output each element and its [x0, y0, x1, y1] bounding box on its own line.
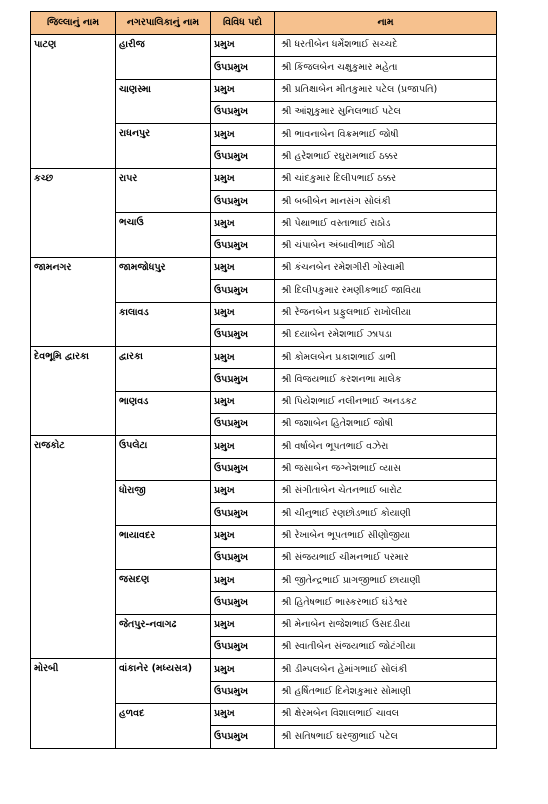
person-name: શ્રી પિયેશભાઈ નલીનભાઈ અનડકટ [275, 391, 497, 413]
person-name: શ્રી પ્રતિક્ષાબેન મીતકુમાર પટેલ (પ્રજાપતિ) [275, 79, 497, 101]
post-title: ઉપપ્રમુખ [211, 726, 275, 748]
district-name: જામનગર [31, 257, 116, 346]
post-title: ઉપપ્રમુખ [211, 369, 275, 391]
table-row [31, 35, 497, 57]
header-district: જિલ્લાનું નામ [31, 12, 116, 35]
post-title: પ્રમુખ [211, 480, 275, 502]
person-name: શ્રી વિજયભાઈ કરશનભા માલેક [275, 369, 497, 391]
municipality-name: ભાયાવદર [116, 525, 211, 570]
post-title: પ્રમુખ [211, 213, 275, 235]
person-name: શ્રી કંચનબેન રમેશગીરી ગોસ્વામી [275, 257, 497, 279]
post-title: પ્રમુખ [211, 79, 275, 101]
post-title: ઉપપ્રમુખ [211, 191, 275, 213]
person-name: શ્રી ક્ષેરમબેન વિશાલભાઈ ચાવલ [275, 703, 497, 725]
header-municipality: નગરપાલિકાનું નામ [116, 12, 211, 35]
person-name: શ્રી હર્ષિતભાઈ દિનેશકુમાર સોમાણી [275, 681, 497, 703]
table-row [31, 659, 497, 681]
person-name: શ્રી વર્ષાબેન ભૂપતભાઈ વઝેરા [275, 436, 497, 458]
person-name: શ્રી દિલીપકુમાર રમણીકભાઈ જાવિયા [275, 280, 497, 302]
municipality-name: જામજોધપુર [116, 257, 211, 302]
person-name: શ્રી મેનાબેન રાજેશભાઈ ઉસદડીયા [275, 614, 497, 636]
post-title: ઉપપ્રમુખ [211, 503, 275, 525]
municipality-name: કાલાવડ [116, 302, 211, 347]
table-row [31, 347, 497, 369]
post-title: પ્રમુખ [211, 570, 275, 592]
post-title: ઉપપ્રમુખ [211, 324, 275, 346]
person-name: શ્રી જીતેન્દ્રભાઈ પ્રાગજીભાઈ છાયાણી [275, 570, 497, 592]
district-name: દેવભૂમિ દ્વારકા [31, 347, 116, 436]
municipality-name: ધોરાજી [116, 480, 211, 525]
post-title: ઉપપ્રમુખ [211, 637, 275, 659]
post-title: ઉપપ્રમુખ [211, 280, 275, 302]
municipality-name: ભચાઉ [116, 213, 211, 258]
municipality-name: હારીજ [116, 35, 211, 80]
person-name: શ્રી પેથાભાઈ વસ્તાભાઈ રાઠોડ [275, 213, 497, 235]
district-name: રાજકોટ [31, 436, 116, 659]
header-name: નામ [275, 12, 497, 35]
post-title: પ્રમુખ [211, 302, 275, 324]
header-post: વિવિધ પદો [211, 12, 275, 35]
post-title: ઉપપ્રમુખ [211, 681, 275, 703]
table-body [31, 35, 497, 749]
person-name: શ્રી ધરતીબેન ધર્મેશભાઈ સચ્ચદે [275, 35, 497, 57]
person-name: શ્રી સતિષભાઈ ઘરજીભાઈ પટેલ [275, 726, 497, 748]
person-name: શ્રી હરેશભાઈ રઘુરામભાઈ ઠક્કર [275, 146, 497, 168]
post-title: પ્રમુખ [211, 35, 275, 57]
post-title: પ્રમુખ [211, 168, 275, 190]
municipality-name: દ્વારકા [116, 347, 211, 392]
person-name: શ્રી રેખાબેન ભૂપતભાઈ સીણોજીયા [275, 525, 497, 547]
table-row [31, 436, 497, 458]
post-title: ઉપપ્રમુખ [211, 458, 275, 480]
person-name: શ્રી કોમલબેન પ્રકાશભાઈ ડાભી [275, 347, 497, 369]
post-title: ઉપપ્રમુખ [211, 235, 275, 257]
person-name: શ્રી રેજનબેન પ્રફુલભાઈ રાખોલીયા [275, 302, 497, 324]
post-title: પ્રમુખ [211, 347, 275, 369]
table-row [31, 257, 497, 279]
person-name: શ્રી બબીબેન માનસંગ સોલંકી [275, 191, 497, 213]
person-name: શ્રી આંશુકુમાર સુનિલભાઈ પટેલ [275, 101, 497, 123]
post-title: ઉપપ્રમુખ [211, 547, 275, 569]
municipality-name: ભાણવડ [116, 391, 211, 436]
person-name: શ્રી ચંપાબેન અંબાવીભાઈ ગોઠી [275, 235, 497, 257]
district-name: મોરબી [31, 659, 116, 748]
post-title: ઉપપ્રમુખ [211, 101, 275, 123]
person-name: શ્રી ભાવનાબેન વિક્રમભાઈ જોષી [275, 124, 497, 146]
post-title: પ્રમુખ [211, 436, 275, 458]
person-name: શ્રી ચાંદકુમાર દિલીપભાઈ ઠક્કર [275, 168, 497, 190]
post-title: પ્રમુખ [211, 525, 275, 547]
municipality-name: જસદણ [116, 570, 211, 615]
office-bearers-table [30, 11, 497, 749]
post-title: પ્રમુખ [211, 124, 275, 146]
post-title: પ્રમુખ [211, 703, 275, 725]
person-name: શ્રી હિતેષભાઈ ભાસ્કરભાઈ ઘંડેશ્વર [275, 592, 497, 614]
post-title: ઉપપ્રમુખ [211, 146, 275, 168]
municipality-name: ઉપલેટા [116, 436, 211, 481]
municipality-name: હળવદ [116, 703, 211, 748]
post-title: પ્રમુખ [211, 659, 275, 681]
person-name: શ્રી સંજયભાઈ ચીમનભાઈ પરમાર [275, 547, 497, 569]
person-name: શ્રી જસાબેન જગ્નેશભાઈ વ્યાસ [275, 458, 497, 480]
district-name: પાટણ [31, 35, 116, 169]
person-name: શ્રી સંગીતાબેન ચેતનભાઈ બારોટ [275, 480, 497, 502]
municipality-name: ચાણસ્મા [116, 79, 211, 124]
district-name: કચ્છ [31, 168, 116, 257]
person-name: શ્રી ડીમ્પલબેન હેમાંગભાઈ સોલંકી [275, 659, 497, 681]
post-title: ઉપપ્રમુખ [211, 414, 275, 436]
post-title: ઉપપ્રમુખ [211, 57, 275, 79]
person-name: શ્રી કિંજલબેન ચક્ષુકુમાર મહેતા [275, 57, 497, 79]
post-title: પ્રમુખ [211, 391, 275, 413]
post-title: પ્રમુખ [211, 614, 275, 636]
post-title: પ્રમુખ [211, 257, 275, 279]
municipality-name: રાપર [116, 168, 211, 213]
post-title: ઉપપ્રમુખ [211, 592, 275, 614]
person-name: શ્રી દયાબેન રમેશભાઈ ઝાપડા [275, 324, 497, 346]
person-name: શ્રી જશાબેન હિતેશભાઈ જોષી [275, 414, 497, 436]
municipality-name: રાધનપુર [116, 124, 211, 169]
municipality-name: જેતપુર-નવાગઢ [116, 614, 211, 659]
person-name: શ્રી સ્વાતીબેન સંજયભાઈ જોટંગીયા [275, 637, 497, 659]
municipality-name: વાંકાનેર (મધ્યસત્ર) [116, 659, 211, 704]
person-name: શ્રી ચીનુભાઈ રણછોડભાઈ કોયાણી [275, 503, 497, 525]
header-row [31, 12, 497, 35]
table-row [31, 168, 497, 190]
